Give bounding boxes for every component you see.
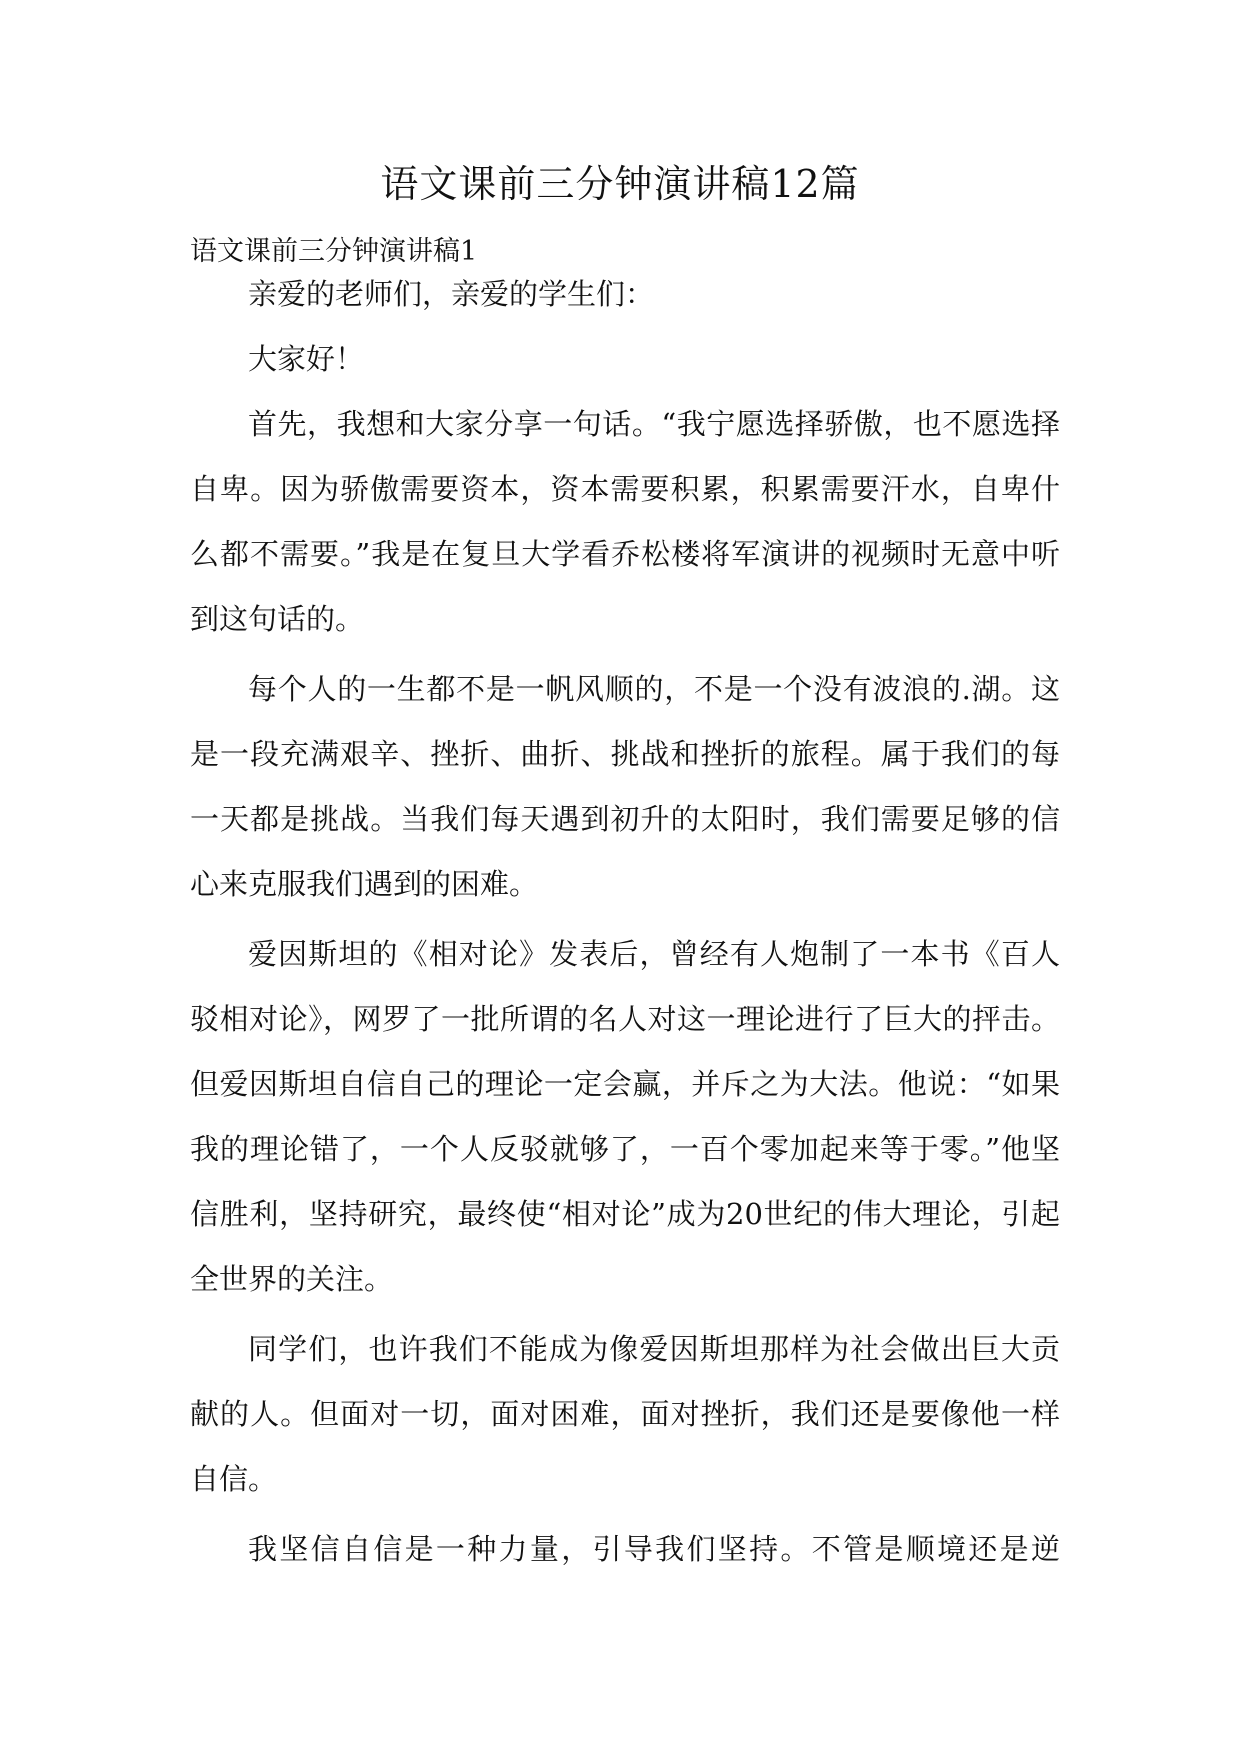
paragraph-line: 爱因斯坦的《相对论》发表后，曾经有人炮制了一本书《百人 bbox=[248, 937, 1060, 971]
paragraph-line: 信胜利，坚持研究，最终使“相对论”成为20世纪的伟大理论，引起 bbox=[190, 1197, 1060, 1231]
paragraph-quote bbox=[190, 392, 1060, 652]
paragraph-line: 亲爱的老师们，亲爱的学生们： bbox=[248, 277, 655, 311]
paragraph-line: 首先，我想和大家分享一句话。“我宁愿选择骄傲，也不愿选择 bbox=[248, 407, 1060, 441]
paragraph-line: 么都不需要。”我是在复旦大学看乔松楼将军演讲的视频时无意中听 bbox=[190, 537, 1060, 571]
paragraph-line: 同学们，也许我们不能成为像爱因斯坦那样为社会做出巨大贡 bbox=[248, 1332, 1060, 1366]
paragraph-line: 我坚信自信是一种力量，引导我们坚持。不管是顺境还是逆 bbox=[248, 1532, 1060, 1566]
paragraph-line: 每个人的一生都不是一帆风顺的，不是一个没有波浪的.湖。这 bbox=[248, 672, 1060, 706]
paragraph-confidence bbox=[190, 1517, 1060, 1582]
paragraph-line: 自信。 bbox=[190, 1462, 278, 1496]
paragraph-line: 是一段充满艰辛、挫折、曲折、挑战和挫折的旅程。属于我们的每 bbox=[190, 737, 1060, 771]
paragraph-line: 一天都是挑战。当我们每天遇到初升的太阳时，我们需要足够的信 bbox=[190, 802, 1060, 836]
paragraph-line: 到这句话的。 bbox=[190, 602, 365, 636]
paragraph-line: 献的人。但面对一切，面对困难，面对挫折，我们还是要像他一样 bbox=[190, 1397, 1060, 1431]
paragraph-line: 全世界的关注。 bbox=[190, 1262, 394, 1296]
paragraph-line: 心来克服我们遇到的困难。 bbox=[190, 867, 539, 901]
paragraph-line: 大家好！ bbox=[248, 342, 365, 376]
paragraph-hello bbox=[190, 327, 1060, 392]
paragraph-greeting bbox=[190, 262, 1060, 327]
paragraph-line: 但爱因斯坦自信自己的理论一定会赢，并斥之为大法。他说：“如果 bbox=[190, 1067, 1060, 1101]
paragraph-classmates bbox=[190, 1317, 1060, 1512]
paragraph-line: 驳相对论》，网罗了一批所谓的名人对这一理论进行了巨大的抨击。 bbox=[190, 1002, 1060, 1036]
paragraph-life-journey bbox=[190, 657, 1060, 917]
section-heading: 语文课前三分钟演讲稿1 bbox=[190, 236, 478, 267]
document-title: 语文课前三分钟演讲稿12篇 bbox=[380, 162, 860, 206]
paragraph-einstein bbox=[190, 922, 1060, 1312]
paragraph-line: 我的理论错了，一个人反驳就够了，一百个零加起来等于零。”他坚 bbox=[190, 1132, 1060, 1166]
paragraph-line: 自卑。因为骄傲需要资本，资本需要积累，积累需要汗水，自卑什 bbox=[190, 472, 1060, 506]
